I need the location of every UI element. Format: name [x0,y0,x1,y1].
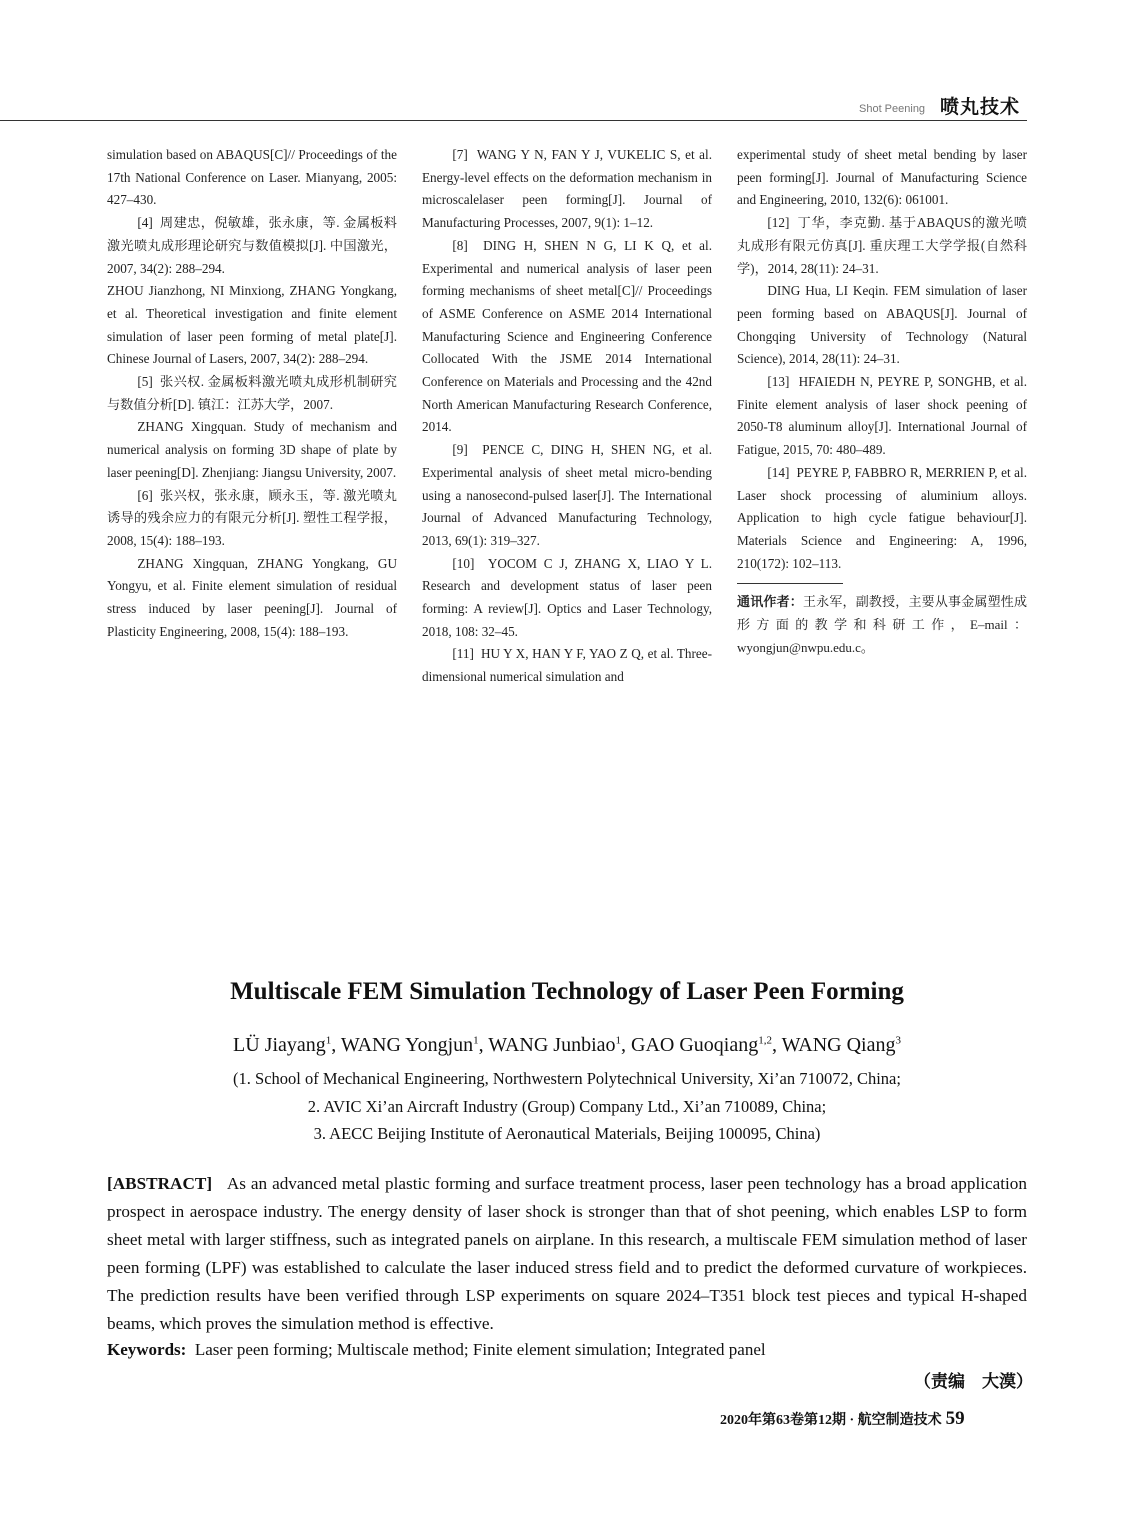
keywords-line [107,1340,1027,1360]
journal-info: 2020年第63卷第12期 · 航空制造技术 [720,1413,942,1428]
reference-entry: [13] HFAIEDH N, PEYRE P, SONGHB, et al. Finite element analysis of laser shock peening of 2050-T8 aluminum alloy[J]. International Journal of Fatigue, 2015, 70: 480–489. [737,374,1027,458]
reference-entry: [8] DING H, SHEN N G, LI K Q, et al. Experimental and numerical analysis of laser peen forming mechanisms of sheet metal[C]// Proceedings of ASME Conference on ASME 2014 International Manufacturing Science and Engineering Conference Collocated With the JSME 2014 International Conference on Materials and Processing and the 42nd North American Manufacturing Research Conference, 2014. [422,237,712,435]
reference-entry: [10] YOCOM C J, ZHANG X, LIAO Y L. Research and development status of laser peen forming: A review[J]. Optics and Laser Technology, 2018, 108: 32–45. [422,555,712,639]
reference-entry: [4] 周建忠，倪敏雄，张永康，等. 金属板料激光喷丸成形理论研究与数值模拟[J]. 中国激光，2007, 34(2): 288–294. [107,215,397,276]
references-column-3 [737,144,1027,659]
author-affiliation-mark: 3 [895,1034,901,1047]
reference-entry: [5] 张兴权. 金属板料激光喷丸成形机制研究与数值分析[D]. 镇江：江苏大学，2007. [107,374,397,412]
author-name: WANG Junbiao [488,1034,616,1056]
affiliation-line: 2. AVIC Xi’an Aircraft Industry (Group) Company Ltd., Xi’an 710089, China; [307,1097,827,1116]
abstract-text: As an advanced metal plastic forming and surface treatment process, laser peen technology has a broad application prospect in aerospace industry. The energy density of laser shock is stronger than that of shot peening, which enables LSP to form sheet metal with larger stiffness, such as integrated panels on airplane. In this research, a multiscale FEM simulation method of laser peen forming (LPF) was established to calculate the laser induced stress field and to predict the deformed curvature of workpieces. The prediction results have been verified through LSP experiments on square 2024–T351 block test pieces and typical H-shaped beams, which proves the simulation method is effective. [107,1174,1027,1333]
author-list: LÜ Jiayang$^1$, WANG Yongjun$^1$, WANG Junbiao$^1$, GAO Guoqiang$^{1,2}$, WANG Qiang$^3$ [233,1034,901,1056]
reference-entry: ZHANG Xingquan, ZHANG Yongkang, GU Yongyu, et al. Finite element simulation of residual stress induced by laser peening[J]. Journal of Plasticity Engineering, 2008, 15(4): 188–193. [107,555,397,639]
author-affiliation-mark: 1 [615,1034,622,1047]
footnote-label: 通讯作者： [737,594,803,610]
keywords-text: Laser peen forming; Multiscale method; Finite element simulation; Integrated panel [194,1340,766,1359]
author-name: LÜ Jiayang [233,1034,326,1056]
abstract-paragraph [107,1170,1027,1338]
reference-entry: [14] PEYRE P, FABBRO R, MERRIEN P, et al. Laser shock processing of aluminium alloys. Application to high cycle fatigue behaviour[J]. Materials Science and Engineering: A, 1996, 210(172): 102–113. [737,464,1027,571]
reference-entry: [11] HU Y X, HAN Y F, YAO Z Q, et al. Three-dimensional numerical simulation and [422,646,712,685]
page-number: 59 [945,1408,965,1429]
corresponding-author-footnote [737,590,1027,659]
header-rule [0,120,1027,121]
reference-entry: simulation based on ABAQUS[C]// Proceedings of the 17th National Conference on Laser. Mianyang, 2005: 427–430. [107,147,397,208]
reference-entry: [6] 张兴权，张永康，顾永玉，等. 激光喷丸诱导的残余应力的有限元分析[J]. 塑性工程学报，2008, 15(4): 188–193. [107,487,397,548]
reference-entry: [9] PENCE C, DING H, SHEN NG, et al. Experimental analysis of sheet metal micro-bending using a nanosecond-pulsed laser[J]. The International Journal of Advanced Manufacturing Technology, 2013, 69(1): 319–327. [422,442,712,548]
footnote-text: 王永军，副教授，主要从事金属塑性成形方面的教学和科研工作，E–mail：wyongjun@nwpu.edu.c。 [737,594,1027,656]
editor-note: （责编 大漠） [914,1372,1033,1392]
author-affiliation-mark: 1,2 [758,1034,772,1047]
reference-entry: DING Hua, LI Keqin. FEM simulation of laser peen forming based on ABAQUS[J]. Journal of Chongqing University of Technology (Natural Science), 2014, 28(11): 24–31. [737,283,1027,367]
paper-title: Multiscale FEM Simulation Technology of Laser Peen Forming [230,978,904,1005]
page-footer [720,1408,965,1430]
references-column-2 [422,144,712,689]
running-header-en: Shot Peening [859,103,926,115]
footnote-rule [737,583,843,584]
reference-entry: [7] WANG Y N, FAN Y J, VUKELIC S, et al. Energy-level effects on the deformation mechanism in microscalelaser peen forming[J]. Journal of Manufacturing Processes, 2007, 9(1): 1–12. [422,147,712,231]
affiliation-line: 3. AECC Beijing Institute of Aeronautical Materials, Beijing 100095, China) [313,1124,821,1143]
references-column-1 [107,144,397,643]
author-affiliation-mark: 1 [473,1034,479,1047]
reference-entry: ZHANG Xingquan. Study of mechanism and numerical analysis on forming 3D shape of plate by laser peening[D]. Zhenjiang: Jiangsu University, 2007. [107,419,397,480]
affiliation-line: (1. School of Mechanical Engineering, Northwestern Polytechnical University, Xi’an 710072, China; [233,1069,901,1088]
author-name: WANG Qiang [781,1034,896,1056]
keywords-label: Keywords: [107,1340,187,1359]
abstract-label: [ABSTRACT] [107,1174,213,1193]
running-header-cn: 喷丸技术 [940,96,1021,118]
reference-entry: [12] 丁华，李克勤. 基于ABAQUS的激光喷丸成形有限元仿真[J]. 重庆理工大学学报(自然科学)，2014, 28(11): 24–31. [737,215,1027,276]
author-name: WANG Yongjun [340,1034,474,1056]
reference-entry: ZHOU Jianzhong, NI Minxiong, ZHANG Yongkang, et al. Theoretical investigation and finite element simulation of laser peen forming of metal plate[J]. Chinese Journal of Lasers, 2007, 34(2): 288–294. [107,283,397,367]
reference-entry: experimental study of sheet metal bending by laser peen forming[J]. Journal of Manufacturing Science and Engineering, 2010, 132(6): 061001. [737,147,1027,208]
author-name: GAO Guoqiang [631,1034,759,1056]
author-affiliation-mark: 1 [325,1034,332,1047]
